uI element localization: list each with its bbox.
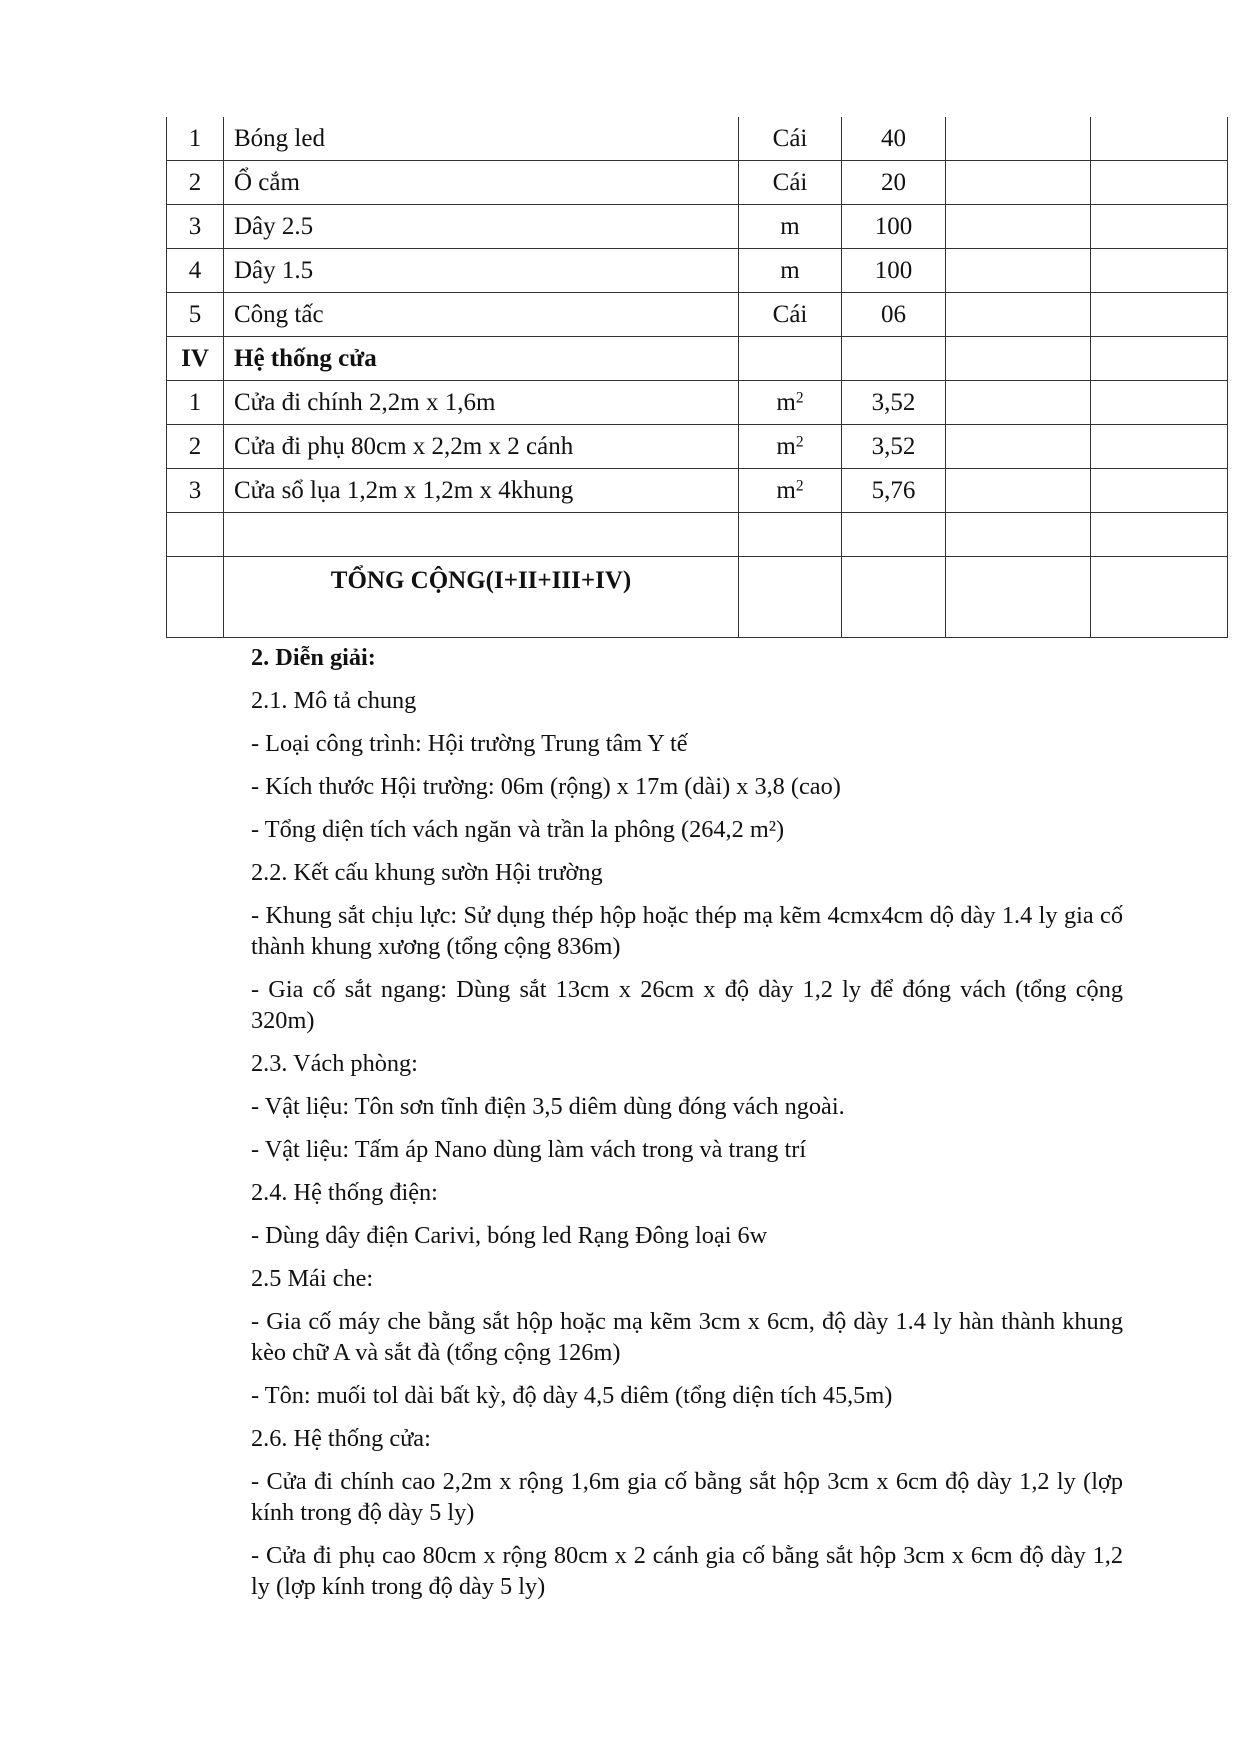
quantity: 06 [842, 293, 946, 337]
explanation-paragraph: - Gia cố sắt ngang: Dùng sắt 13cm x 26cm x độ dày 1,2 ly để đóng vách (tổng cộng 320m) [251, 976, 1123, 1034]
explanation-paragraph: 2.3. Vách phòng: [251, 1050, 418, 1077]
empty-cell [1091, 249, 1228, 293]
empty-cell [946, 293, 1091, 337]
materials-table-body [167, 117, 1228, 638]
explanation-paragraph: - Cửa đi phụ cao 80cm x rộng 80cm x 2 cánh gia cố bằng sắt hộp 3cm x 6cm độ dày 1,2 ly (lợp kính trong độ dày 5 ly) [251, 1542, 1123, 1600]
row-number: 5 [167, 293, 224, 337]
empty-cell [946, 469, 1091, 513]
table-row [167, 381, 1228, 425]
materials-table [166, 117, 1228, 638]
quantity: 100 [842, 205, 946, 249]
explanation-paragraph: - Cửa đi chính cao 2,2m x rộng 1,6m gia cố bằng sắt hộp 3cm x 6cm độ dày 1,2 ly (lợp kính trong độ dày 5 ly) [251, 1468, 1123, 1526]
row-number: 1 [167, 381, 224, 425]
unit-label: m [780, 256, 800, 284]
row-number [167, 513, 224, 557]
explanation-heading: 2. Diễn giải: [251, 644, 376, 671]
unit-label: m [776, 432, 796, 460]
explanation-paragraphs [251, 685, 1123, 1602]
explanation-paragraph: 2.5 Mái che: [251, 1265, 374, 1292]
quantity [842, 337, 946, 381]
unit-label: m [780, 212, 800, 240]
unit-cell [739, 425, 842, 469]
empty-cell [1091, 469, 1228, 513]
explanation-paragraph: 2.2. Kết cấu khung sườn Hội trường [251, 859, 603, 886]
table-row [167, 513, 1228, 557]
table-row [167, 205, 1228, 249]
table-row [167, 249, 1228, 293]
empty-cell [1091, 337, 1228, 381]
quantity: 40 [842, 117, 946, 161]
quantity: 3,52 [842, 381, 946, 425]
quantity: 100 [842, 249, 946, 293]
unit-cell [739, 469, 842, 513]
empty-cell [739, 557, 842, 638]
explanation-paragraph: 2.1. Mô tả chung [251, 687, 417, 714]
unit-cell [739, 293, 842, 337]
unit-cell [739, 161, 842, 205]
empty-cell [1091, 513, 1228, 557]
unit-label: m [776, 388, 796, 416]
empty-cell [167, 557, 224, 638]
empty-cell [1091, 381, 1228, 425]
row-number: 2 [167, 425, 224, 469]
row-number: 3 [167, 469, 224, 513]
total-row [167, 557, 1228, 638]
unit-cell [739, 117, 842, 161]
unit-label: Cái [772, 124, 808, 152]
explanation-paragraph: - Vật liệu: Tôn sơn tĩnh điện 3,5 diêm dùng đóng vách ngoài. [251, 1093, 845, 1120]
row-number: 2 [167, 161, 224, 205]
table-row [167, 293, 1228, 337]
explanation-paragraph: 2.4. Hệ thống điện: [251, 1179, 438, 1206]
item-name: Cửa đi chính 2,2m x 1,6m [224, 381, 739, 425]
empty-cell [1091, 425, 1228, 469]
item-name: Dây 1.5 [224, 249, 739, 293]
empty-cell [946, 117, 1091, 161]
item-name: Bóng led [224, 117, 739, 161]
table-row [167, 161, 1228, 205]
empty-cell [1091, 293, 1228, 337]
table-row [167, 425, 1228, 469]
unit-cell [739, 513, 842, 557]
row-number: 3 [167, 205, 224, 249]
section-row [167, 337, 1228, 381]
quantity: 3,52 [842, 425, 946, 469]
unit-cell [739, 337, 842, 381]
unit-cell [739, 381, 842, 425]
total-label: TỔNG CỘNG(I+II+III+IV) [224, 557, 739, 638]
empty-cell [946, 381, 1091, 425]
quantity [842, 513, 946, 557]
explanation-paragraph: 2.6. Hệ thống cửa: [251, 1425, 431, 1452]
item-name: Hệ thống cửa [224, 337, 739, 381]
quantity: 5,76 [842, 469, 946, 513]
empty-cell [1091, 117, 1228, 161]
explanation-paragraph: - Tôn: muối tol dài bất kỳ, độ dày 4,5 diêm (tổng diện tích 45,5m) [251, 1382, 893, 1409]
explanation-paragraph: - Tổng diện tích vách ngăn và trần la phông (264,2 m²) [251, 816, 785, 843]
unit-cell [739, 205, 842, 249]
empty-cell [946, 337, 1091, 381]
row-number: 1 [167, 117, 224, 161]
table-row [167, 469, 1228, 513]
empty-cell [1091, 161, 1228, 205]
unit-superscript: 2 [795, 388, 804, 406]
empty-cell [946, 557, 1091, 638]
explanation-paragraph: - Gia cố máy che bằng sắt hộp hoặc mạ kẽm 3cm x 6cm, độ dày 1.4 ly hàn thành khung kèo chữ A và sắt đà (tổng cộng 126m) [251, 1308, 1123, 1366]
empty-cell [946, 425, 1091, 469]
explanation-paragraph: - Loại công trình: Hội trường Trung tâm Y tế [251, 730, 688, 757]
explanation-paragraph: - Kích thước Hội trường: 06m (rộng) x 17m (dài) x 3,8 (cao) [251, 773, 841, 800]
empty-cell [946, 161, 1091, 205]
empty-cell [842, 557, 946, 638]
explanation-paragraph: - Khung sắt chịu lực: Sử dụng thép hộp hoặc thép mạ kẽm 4cmx4cm dộ dày 1.4 ly gia cố thành khung xương (tổng cộng 836m) [251, 902, 1123, 960]
empty-cell [1091, 205, 1228, 249]
row-number: IV [167, 337, 224, 381]
item-name: Cửa sổ lụa 1,2m x 1,2m x 4khung [224, 469, 739, 513]
unit-label: Cái [772, 168, 808, 196]
empty-cell [946, 513, 1091, 557]
unit-superscript: 2 [795, 476, 804, 494]
explanation-paragraph: - Vật liệu: Tấm áp Nano dùng làm vách trong và trang trí [251, 1136, 807, 1163]
unit-label: m [776, 476, 796, 504]
explanation-paragraph: - Dùng dây điện Carivi, bóng led Rạng Đông loại 6w [251, 1222, 768, 1249]
item-name [224, 513, 739, 557]
item-name: Ổ cắm [224, 161, 739, 205]
table-row [167, 117, 1228, 161]
item-name: Công tấc [224, 293, 739, 337]
unit-cell [739, 249, 842, 293]
item-name: Cửa đi phụ 80cm x 2,2m x 2 cánh [224, 425, 739, 469]
unit-label: Cái [772, 300, 808, 328]
row-number: 4 [167, 249, 224, 293]
quantity: 20 [842, 161, 946, 205]
unit-superscript: 2 [795, 432, 804, 450]
item-name: Dây 2.5 [224, 205, 739, 249]
empty-cell [946, 205, 1091, 249]
empty-cell [1091, 557, 1228, 638]
empty-cell [946, 249, 1091, 293]
explanation-section [251, 642, 1123, 1614]
